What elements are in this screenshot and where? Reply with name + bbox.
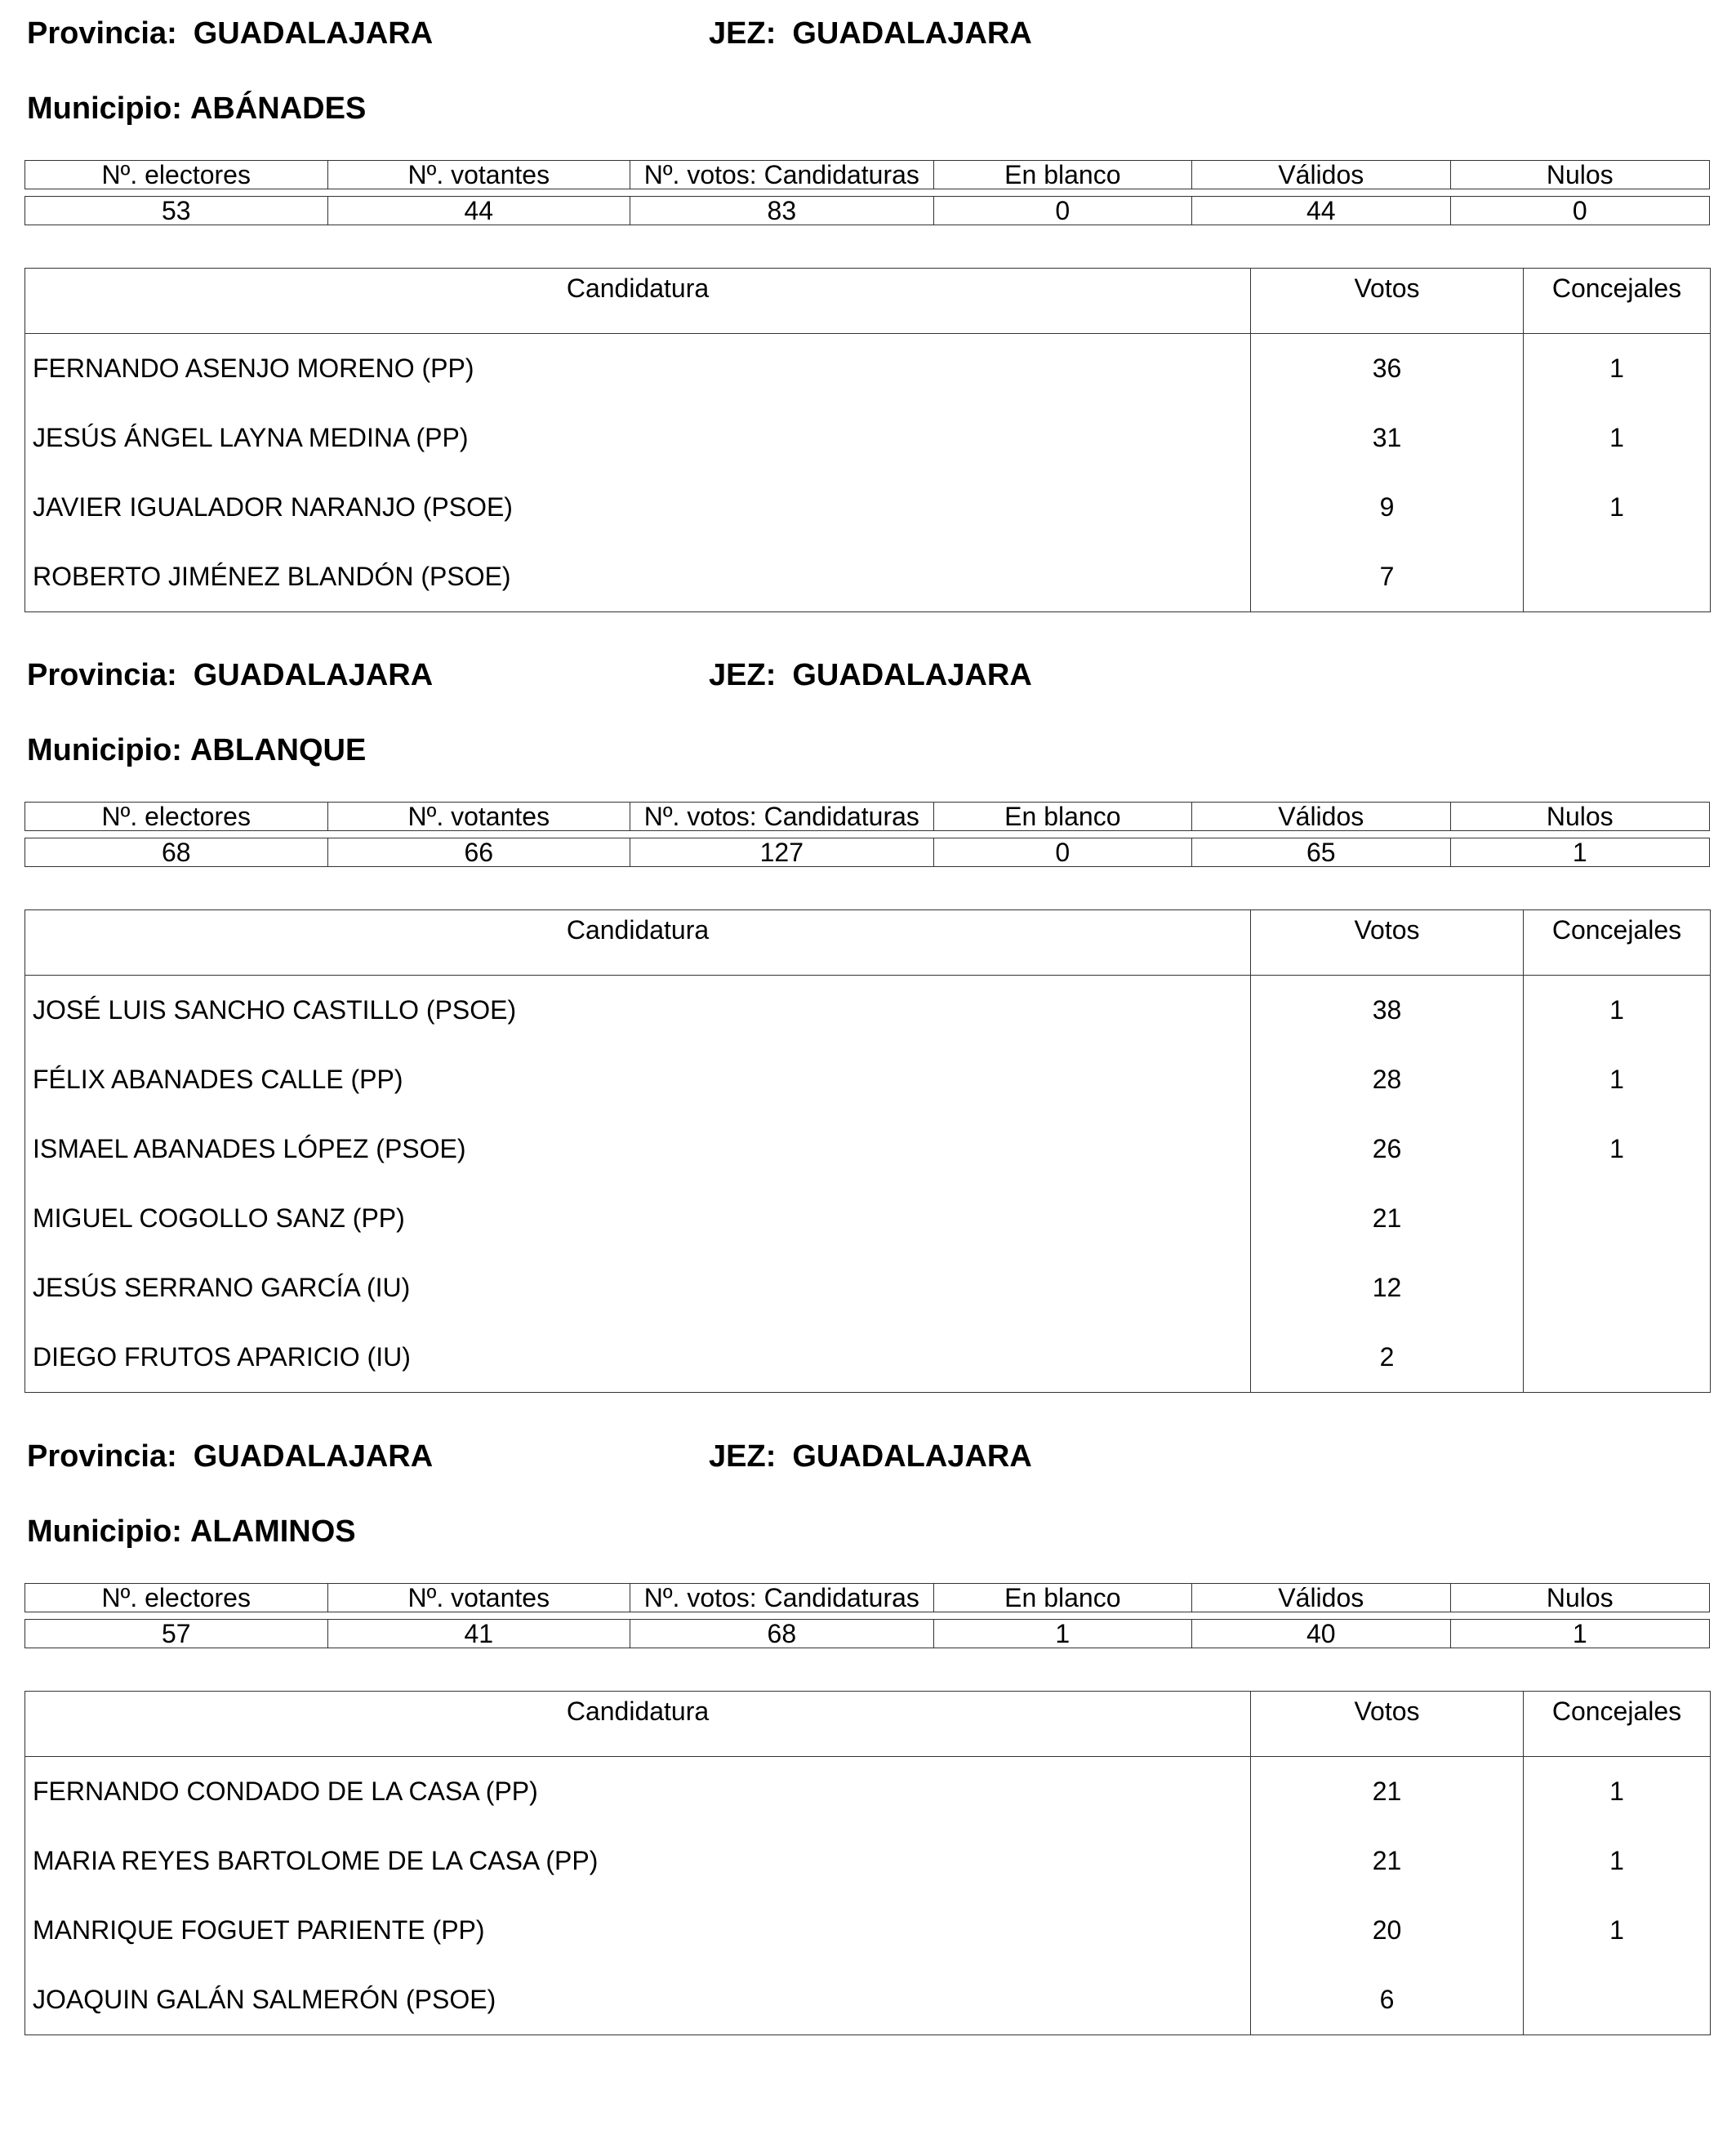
jez-value: GUADALAJARA	[792, 1439, 1032, 1474]
candidate-concejales	[1524, 1184, 1711, 1253]
stats-header-cell: Válidos	[1192, 161, 1450, 189]
candidate-concejales: 1	[1524, 1757, 1711, 1827]
candidates-header-cell: Candidatura	[25, 1692, 1251, 1757]
stats-header-cell: Nº. votos: Candidaturas	[630, 803, 934, 831]
stats-value-cell: 127	[630, 838, 934, 867]
candidate-name: ROBERTO JIMÉNEZ BLANDÓN (PSOE)	[25, 542, 1251, 612]
candidate-concejales	[1524, 1253, 1711, 1323]
candidate-row	[25, 542, 1711, 612]
municipio-section	[24, 658, 1710, 1372]
jez-heading	[709, 1441, 1032, 1472]
stats-value-row	[25, 1620, 1710, 1648]
candidate-name: FERNANDO ASENJO MORENO (PP)	[25, 334, 1251, 404]
stats-header-row	[25, 1584, 1710, 1612]
provincia-label: Provincia:	[27, 1439, 177, 1474]
candidate-row	[25, 1826, 1711, 1896]
candidates-header-cell: Concejales	[1524, 269, 1711, 334]
stats-header-cell: Nº. electores	[25, 161, 328, 189]
candidate-votos: 21	[1251, 1826, 1524, 1896]
stats-header-cell: Nº. votantes	[327, 803, 630, 831]
provincia-heading	[27, 1441, 433, 1472]
stats-gap-cell	[25, 831, 1710, 838]
provincia-label: Provincia:	[27, 16, 177, 51]
municipio-section	[24, 1441, 1710, 2061]
stats-header-cell: En blanco	[933, 1584, 1191, 1612]
candidate-votos: 2	[1251, 1323, 1524, 1393]
candidate-votos: 26	[1251, 1114, 1524, 1184]
stats-value-row	[25, 197, 1710, 225]
candidate-row	[25, 1757, 1711, 1827]
candidate-name: DIEGO FRUTOS APARICIO (IU)	[25, 1323, 1251, 1393]
candidate-votos: 9	[1251, 473, 1524, 542]
jez-heading	[709, 660, 1032, 691]
stats-value-row	[25, 838, 1710, 867]
municipio-label: Municipio:	[27, 91, 182, 126]
provincia-heading	[27, 18, 433, 49]
stats-gap-cell	[25, 1612, 1710, 1620]
candidates-header-cell: Concejales	[1524, 1692, 1711, 1757]
stats-header-row	[25, 803, 1710, 831]
candidate-concejales: 1	[1524, 1826, 1711, 1896]
candidate-name: FÉLIX ABANADES CALLE (PP)	[25, 1045, 1251, 1114]
candidates-header-row	[25, 1692, 1711, 1757]
candidate-concejales: 1	[1524, 403, 1711, 473]
candidate-votos: 38	[1251, 976, 1524, 1046]
candidates-header-cell: Concejales	[1524, 910, 1711, 976]
candidate-row	[25, 1184, 1711, 1253]
municipio-section	[24, 18, 1710, 638]
candidate-name: FERNANDO CONDADO DE LA CASA (PP)	[25, 1757, 1251, 1827]
municipio-value: ABLANQUE	[189, 733, 367, 767]
candidate-votos: 21	[1251, 1184, 1524, 1253]
jez-label: JEZ:	[709, 658, 777, 692]
candidate-name: ISMAEL ABANADES LÓPEZ (PSOE)	[25, 1114, 1251, 1184]
candidates-table	[24, 909, 1711, 1393]
candidate-name: JESÚS SERRANO GARCÍA (IU)	[25, 1253, 1251, 1323]
stats-header-row	[25, 161, 1710, 189]
stats-table	[24, 802, 1710, 867]
stats-value-cell: 83	[630, 197, 934, 225]
candidate-row	[25, 1323, 1711, 1393]
candidates-header-row	[25, 910, 1711, 976]
stats-value-cell: 40	[1192, 1620, 1450, 1648]
stats-value-cell: 0	[933, 197, 1191, 225]
stats-header-cell: Nº. votos: Candidaturas	[630, 161, 934, 189]
stats-value-cell: 0	[933, 838, 1191, 867]
candidate-votos: 7	[1251, 542, 1524, 612]
candidate-concejales: 1	[1524, 1114, 1711, 1184]
stats-value-cell: 44	[327, 197, 630, 225]
stats-header-cell: Nº. electores	[25, 1584, 328, 1612]
candidate-name: MARIA REYES BARTOLOME DE LA CASA (PP)	[25, 1826, 1251, 1896]
candidate-concejales: 1	[1524, 1045, 1711, 1114]
stats-value-cell: 65	[1192, 838, 1450, 867]
stats-value-cell: 44	[1192, 197, 1450, 225]
candidate-votos: 6	[1251, 1965, 1524, 2035]
stats-header-cell: Nulos	[1450, 1584, 1710, 1612]
candidate-votos: 20	[1251, 1896, 1524, 1965]
candidate-name: MANRIQUE FOGUET PARIENTE (PP)	[25, 1896, 1251, 1965]
provincia-heading	[27, 660, 433, 691]
stats-gap	[25, 1612, 1710, 1620]
jez-value: GUADALAJARA	[792, 16, 1032, 51]
candidate-row	[25, 1045, 1711, 1114]
stats-value-cell: 0	[1450, 197, 1710, 225]
candidates-header-cell: Votos	[1251, 910, 1524, 976]
stats-header-cell: Nº. votos: Candidaturas	[630, 1584, 934, 1612]
stats-header-cell: Válidos	[1192, 803, 1450, 831]
stats-value-cell: 53	[25, 197, 328, 225]
stats-value-cell: 68	[630, 1620, 934, 1648]
candidate-row	[25, 1965, 1711, 2035]
stats-header-cell: En blanco	[933, 161, 1191, 189]
candidate-concejales: 1	[1524, 473, 1711, 542]
stats-value-cell: 57	[25, 1620, 328, 1648]
candidate-row	[25, 403, 1711, 473]
municipio-value: ABÁNADES	[189, 91, 367, 126]
stats-gap-cell	[25, 189, 1710, 197]
candidate-votos: 31	[1251, 403, 1524, 473]
candidate-row	[25, 1896, 1711, 1965]
municipio-heading	[27, 1516, 356, 1547]
candidate-name: JOSÉ LUIS SANCHO CASTILLO (PSOE)	[25, 976, 1251, 1046]
candidate-concejales: 1	[1524, 1896, 1711, 1965]
candidate-row	[25, 334, 1711, 404]
stats-gap	[25, 189, 1710, 197]
candidate-name: JESÚS ÁNGEL LAYNA MEDINA (PP)	[25, 403, 1251, 473]
provincia-label: Provincia:	[27, 658, 177, 692]
candidate-concejales: 1	[1524, 976, 1711, 1046]
stats-value-cell: 68	[25, 838, 328, 867]
jez-label: JEZ:	[709, 1439, 777, 1474]
candidates-header-row	[25, 269, 1711, 334]
stats-value-cell: 1	[1450, 1620, 1710, 1648]
candidate-name: JAVIER IGUALADOR NARANJO (PSOE)	[25, 473, 1251, 542]
candidate-row	[25, 976, 1711, 1046]
stats-gap	[25, 831, 1710, 838]
stats-header-cell: Nº. electores	[25, 803, 328, 831]
candidates-header-cell: Candidatura	[25, 269, 1251, 334]
stats-header-cell: En blanco	[933, 803, 1191, 831]
candidate-name: JOAQUIN GALÁN SALMERÓN (PSOE)	[25, 1965, 1251, 2035]
candidate-votos: 21	[1251, 1757, 1524, 1827]
candidate-votos: 36	[1251, 334, 1524, 404]
candidates-table	[24, 1691, 1711, 2035]
stats-header-cell: Nº. votantes	[327, 1584, 630, 1612]
stats-table	[24, 1583, 1710, 1648]
municipio-heading	[27, 735, 366, 766]
stats-table	[24, 160, 1710, 225]
stats-header-cell: Nulos	[1450, 803, 1710, 831]
candidate-row	[25, 1253, 1711, 1323]
candidate-row	[25, 1114, 1711, 1184]
provincia-value: GUADALAJARA	[193, 1439, 434, 1474]
candidates-header-cell: Votos	[1251, 1692, 1524, 1757]
municipio-label: Municipio:	[27, 733, 182, 767]
candidates-header-cell: Candidatura	[25, 910, 1251, 976]
candidate-name: MIGUEL COGOLLO SANZ (PP)	[25, 1184, 1251, 1253]
candidate-row	[25, 473, 1711, 542]
municipio-heading	[27, 93, 366, 124]
candidates-table	[24, 268, 1711, 612]
stats-header-cell: Nº. votantes	[327, 161, 630, 189]
candidate-concejales: 1	[1524, 334, 1711, 404]
jez-value: GUADALAJARA	[792, 658, 1032, 692]
jez-heading	[709, 18, 1032, 49]
municipio-label: Municipio:	[27, 1514, 182, 1549]
stats-value-cell: 1	[1450, 838, 1710, 867]
candidate-concejales	[1524, 1965, 1711, 2035]
candidates-header-cell: Votos	[1251, 269, 1524, 334]
stats-value-cell: 1	[933, 1620, 1191, 1648]
candidate-votos: 12	[1251, 1253, 1524, 1323]
stats-value-cell: 66	[327, 838, 630, 867]
jez-label: JEZ:	[709, 16, 777, 51]
stats-header-cell: Nulos	[1450, 161, 1710, 189]
candidate-concejales	[1524, 542, 1711, 612]
stats-value-cell: 41	[327, 1620, 630, 1648]
stats-header-cell: Válidos	[1192, 1584, 1450, 1612]
provincia-value: GUADALAJARA	[193, 658, 434, 692]
municipio-value: ALAMINOS	[189, 1514, 356, 1549]
candidate-concejales	[1524, 1323, 1711, 1393]
candidate-votos: 28	[1251, 1045, 1524, 1114]
provincia-value: GUADALAJARA	[193, 16, 434, 51]
